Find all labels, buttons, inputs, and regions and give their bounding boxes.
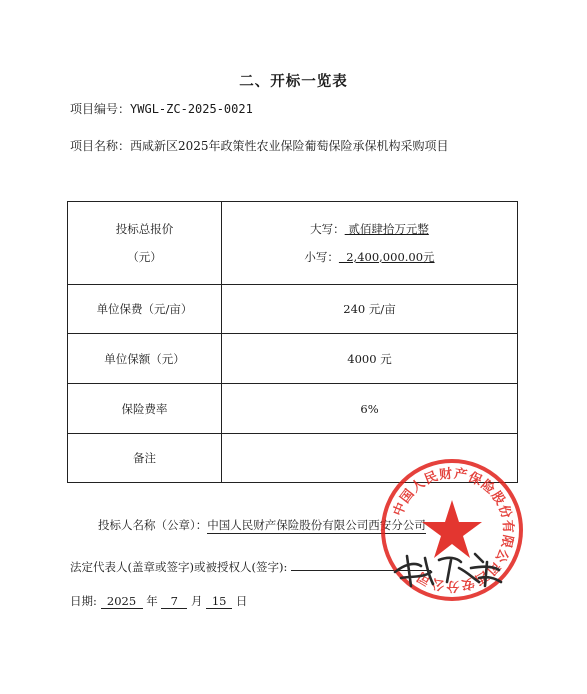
lower-case-label: 小写： (304, 250, 339, 264)
upper-case-amount: 贰佰肆拾万元整 (344, 222, 429, 236)
date-year-unit: 年 (146, 594, 158, 608)
upper-case-label: 大写： (310, 222, 345, 236)
table-row-unit-premium (68, 285, 518, 334)
bidder-line (98, 517, 426, 534)
total-price-unit: （元） (127, 250, 162, 264)
total-price-label-cell (68, 202, 222, 285)
project-number-label: 项目编号： (70, 102, 131, 116)
bidder-label: 投标人名称（公章）： (98, 518, 208, 532)
table-row-total-price (68, 202, 518, 285)
total-price-value-cell (222, 202, 518, 285)
total-price-label: 投标总报价 (115, 222, 174, 236)
date-year: 2025 (101, 594, 143, 609)
premium-rate-value: 6% (222, 384, 518, 434)
unit-insured-amount-label: 单位保额（元） (68, 334, 222, 384)
table-row-premium-rate (68, 384, 518, 434)
date-month: 7 (161, 594, 187, 609)
total-price-upper-line (222, 215, 517, 243)
handwritten-signature (387, 542, 507, 592)
project-name-label: 项目名称： (70, 139, 131, 153)
table-row-unit-insured-amount (68, 334, 518, 384)
project-name-value: 西咸新区2025年政策性农业保险葡萄保险承保机构采购项目 (130, 139, 449, 153)
unit-insured-amount-value: 4000 元 (222, 334, 518, 384)
total-price-lower-line (222, 243, 517, 271)
date-day: 15 (206, 594, 232, 609)
bidder-name: 中国人民财产保险股份有限公司西安分公司 (207, 518, 426, 532)
date-month-unit: 月 (191, 594, 203, 608)
project-number-value: YWGL-ZC-2025-0021 (130, 102, 253, 116)
date-label: 日期: (70, 594, 97, 608)
unit-premium-value: 240 元/亩 (222, 285, 518, 334)
project-number-line (70, 100, 253, 117)
project-name-line (70, 137, 449, 154)
date-line (70, 593, 247, 609)
premium-rate-label: 保险费率 (68, 384, 222, 434)
representative-label: 法定代表人(盖章或签字)或被授权人(签字): (70, 560, 288, 574)
svg-text:中国人民财产保险股份有限公司西安分公司: 中国人民财产保险股份有限公司西安分公司 (390, 466, 516, 594)
date-day-unit: 日 (235, 594, 248, 608)
bid-summary-table (67, 201, 518, 483)
document-title: 二、开标一览表 (239, 74, 348, 90)
remarks-label: 备注 (68, 434, 222, 483)
unit-premium-label: 单位保费（元/亩） (68, 285, 222, 334)
lower-case-amount: 2,400,000.00元 (338, 250, 435, 264)
